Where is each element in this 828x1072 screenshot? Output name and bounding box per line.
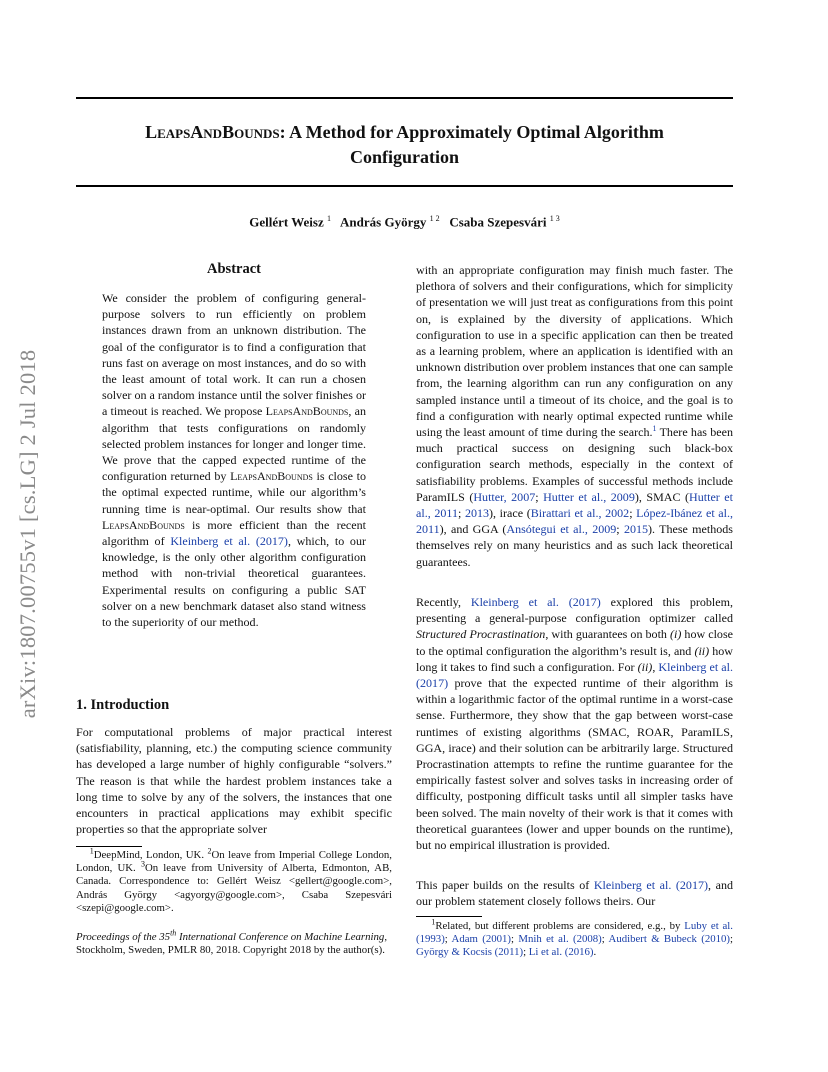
separator: ; — [730, 933, 734, 946]
footnote-marker: 3 — [140, 859, 145, 869]
citation-link[interactable]: Luby et al. (1993) — [416, 920, 734, 946]
title-top-rule — [76, 97, 733, 99]
right-column-paragraph-1 — [416, 262, 733, 570]
paragraph-text: ). These methods themselves rely on many heuristics and as such lack theoretical guarantees. — [416, 522, 733, 569]
proceedings-text: , Stockholm, Sweden, PMLR 80, 2018. Copyright 2018 by the author(s). — [76, 931, 388, 957]
introduction-body: For computational problems of major practical interest (satisfiability, planning, etc.) the computing science community has developed a large number of highly configurable “solvers.” The reason is that while the hardest problem instances take a long time to solve by any of the solvers, the instances that one encounters in practical applications may exhibit specific properties so that the appropriate solver — [76, 725, 392, 837]
paragraph-text: ), irace ( — [489, 506, 531, 521]
paragraph-text: with an appropriate configuration may finish much faster. The plethora of solvers and their configurations, which for simplicity of presentation we will just treat as configurations from this point on, is explained by the diversity of applications. Which configuration to use in a specific application can then be treated as a learning problem, where an application is identified with an unknown distribution over problem instances that one can sample from, the learning algorithm can run any configuration on any sampled instance until a timeout of its choice, and the goal is to find a configuration with nearly optimal expected runtime while using the least amount of time during the search. — [416, 263, 733, 440]
citation-link[interactable]: Li et al. (2016) — [528, 946, 594, 959]
arxiv-sidebar — [8, 306, 48, 761]
proceedings-text: Proceedings of the 35 — [76, 931, 171, 943]
emphasis: Structured Procrastination — [416, 627, 546, 642]
algorithm-name: LeapsAndBounds — [102, 517, 185, 532]
footnote-marker: 1 — [89, 846, 94, 856]
affiliation-footnote — [76, 846, 393, 915]
separator: ; — [616, 522, 624, 537]
separator — [559, 595, 569, 609]
emphasis: (ii) — [694, 643, 710, 658]
algorithm-name: LeapsAndBounds — [265, 404, 349, 419]
paragraph-text: , and our problem statement closely follows theirs. Our — [416, 878, 733, 909]
abstract-text: is more efficient than the recent algorithm of — [102, 517, 366, 549]
footnote-rule — [416, 916, 482, 917]
citation-link[interactable]: (2017) — [568, 595, 601, 609]
title-line2: Configuration — [349, 147, 459, 167]
citation-link[interactable]: Audibert & Bubeck (2010) — [608, 933, 731, 946]
footnote-marker: 1 — [431, 917, 436, 927]
separator: ; — [444, 933, 452, 946]
author-affiliation: 1 3 — [549, 214, 560, 223]
citation-link[interactable]: Mnih et al. (2008) — [518, 933, 602, 946]
footnote-text: On leave from University of Alberta, Edmonton, AB, Canada. Correspondence to: Gellért Weisz <gellert@google.com>, András György <agyorgy@google.com>, Csaba Szepesvári <szepi@google.com>. — [76, 862, 392, 914]
separator: ; — [511, 933, 519, 946]
right-column-paragraph-2 — [416, 594, 733, 853]
author-affiliation: 1 2 — [429, 214, 440, 223]
citation-link[interactable]: Kleinberg et al. (2017) — [416, 659, 733, 691]
footnote-rule — [76, 846, 142, 847]
abstract-text: is close to the optimal expected runtime, while our algorithm’s running time is near-optimal. Our results show that — [102, 469, 366, 516]
paper-title — [76, 120, 733, 170]
citation-link[interactable]: Adam (2001) — [451, 933, 512, 946]
citation-link[interactable]: Ansótegui et al., 2009 — [506, 522, 617, 537]
citation-link[interactable]: 2013 — [464, 506, 490, 521]
abstract-heading: Abstract — [207, 261, 261, 277]
footnote-1 — [416, 917, 734, 960]
author-list — [76, 214, 733, 230]
author-affiliation: 1 — [326, 214, 331, 223]
right-column-paragraph-3 — [416, 877, 733, 909]
footnote-text: On leave from Imperial College London, London, UK. — [76, 849, 393, 875]
paragraph-text: There has been much practical success on designing such black-box configuration search methods, especially in the context of satisfiability problems. Examples of successful methods include ParamILS ( — [416, 425, 733, 504]
footnote-text: DeepMind, London, UK. — [93, 849, 208, 861]
citation-link[interactable]: Hutter et al., 2011 — [416, 489, 733, 521]
author-name: András György — [340, 214, 427, 230]
citation-link[interactable]: Kleinberg et al. — [170, 534, 251, 549]
footnote-marker[interactable]: 1 — [652, 424, 657, 434]
citation-link[interactable]: György & Kocsis (2011) — [416, 946, 524, 959]
citation-link[interactable]: Kleinberg et al. — [470, 595, 559, 609]
paragraph-text: explored this problem, presenting a general-purpose configuration optimizer called — [416, 595, 733, 626]
paragraph-text: prove that the expected runtime of their algorithm is within a logarithmic factor of the optimal runtime in a worst-case sense. Furthermore, they show that the gap between worst-case runtimes of existing algorithms (SMAC, ROAR, ParamILS, GGA, irace) and their solution can be arbitrarily large. Structured Procrastination attempts to refine the runtime guarantee for the empirically fastest solver and solves tasks in increasing order of difficulty, postponing difficult tasks until all simpler tasks have been solved. The main novelty of their work is that it comes with theoretical guarantees (lower and upper bounds on the runtime), but no empirical illustration is provided. — [416, 676, 733, 853]
abstract-body — [102, 290, 366, 630]
paragraph-text: how long it takes to find such a configuration. For — [416, 643, 733, 674]
footnote-text: . — [593, 946, 597, 959]
title-algorithm-name: LeapsAndBounds — [145, 122, 280, 142]
abstract-text: , an algorithm that tests configurations on randomly selected problem instances for longer and longer time. We prove that the capped expected runtime of the configuration returned by — [102, 404, 366, 484]
abstract-text: We consider the problem of configuring general-purpose solvers to run efficiently on problem instances drawn from an unknown distribution. The goal of the configurator is to find a configuration that runs fast on average on most instances, and do so with the least amount of total work. It can run a chosen solver on a random instance until the solver finishes or a timeout is reached. We propose — [102, 291, 366, 419]
citation-link[interactable]: Kleinberg et al. (2017) — [593, 878, 709, 892]
citation-link[interactable]: 2015 — [623, 522, 649, 537]
separator: ; — [457, 506, 465, 521]
citation-link[interactable]: (2017) — [255, 534, 288, 549]
paragraph-text: This paper builds on the results of — [416, 878, 594, 892]
paragraph-text: , with guarantees on both — [545, 627, 670, 642]
algorithm-name: LeapsAndBounds — [230, 469, 313, 484]
separator: ; — [535, 489, 544, 504]
emphasis: (i) — [670, 627, 682, 642]
proceedings-sup: th — [170, 928, 177, 938]
abstract-text: , which, to our knowledge, is the only other algorithm configuration method with non-trivial theoretical guarantees. Experimental results on configuring a public SAT solver on a new benchmark dataset also stand witness to the superiority of our method. — [102, 534, 366, 630]
footnote-marker: 2 — [207, 846, 212, 856]
separator: ; — [629, 506, 637, 521]
paragraph-text: ), SMAC ( — [634, 489, 690, 504]
arxiv-id: arXiv:1807.00755v1 [cs.LG] 2 Jul 2018 — [15, 349, 40, 718]
footnote-text: Related, but different problems are considered, e.g., by — [435, 920, 685, 932]
citation-link[interactable]: Hutter, 2007 — [473, 489, 536, 504]
section-heading-introduction: 1. Introduction — [76, 697, 170, 713]
proceedings-text: International Conference on Machine Learning — [176, 931, 385, 943]
separator: ; — [601, 933, 609, 946]
paragraph-text: how close to the optimal configuration the algorithm’s result is, and — [416, 627, 733, 658]
proceedings-note — [76, 928, 392, 957]
paragraph-text: ), and GGA ( — [439, 522, 507, 537]
paragraph-text: , — [652, 659, 659, 674]
separator: ; — [523, 946, 529, 959]
citation-link[interactable]: López-Ibánez et al., 2011 — [416, 506, 733, 537]
author-name: Csaba Szepesvári — [449, 214, 547, 230]
paragraph-text: Recently, — [416, 595, 471, 609]
author-name: Gellért Weisz — [249, 214, 324, 230]
title-bottom-rule — [76, 185, 733, 187]
citation-link[interactable]: Hutter et al., 2009 — [543, 489, 635, 504]
emphasis: (ii) — [637, 659, 653, 674]
citation-link[interactable]: Birattari et al., 2002 — [530, 506, 630, 521]
title-main: : A Method for Approximately Optimal Algorithm — [279, 122, 664, 142]
